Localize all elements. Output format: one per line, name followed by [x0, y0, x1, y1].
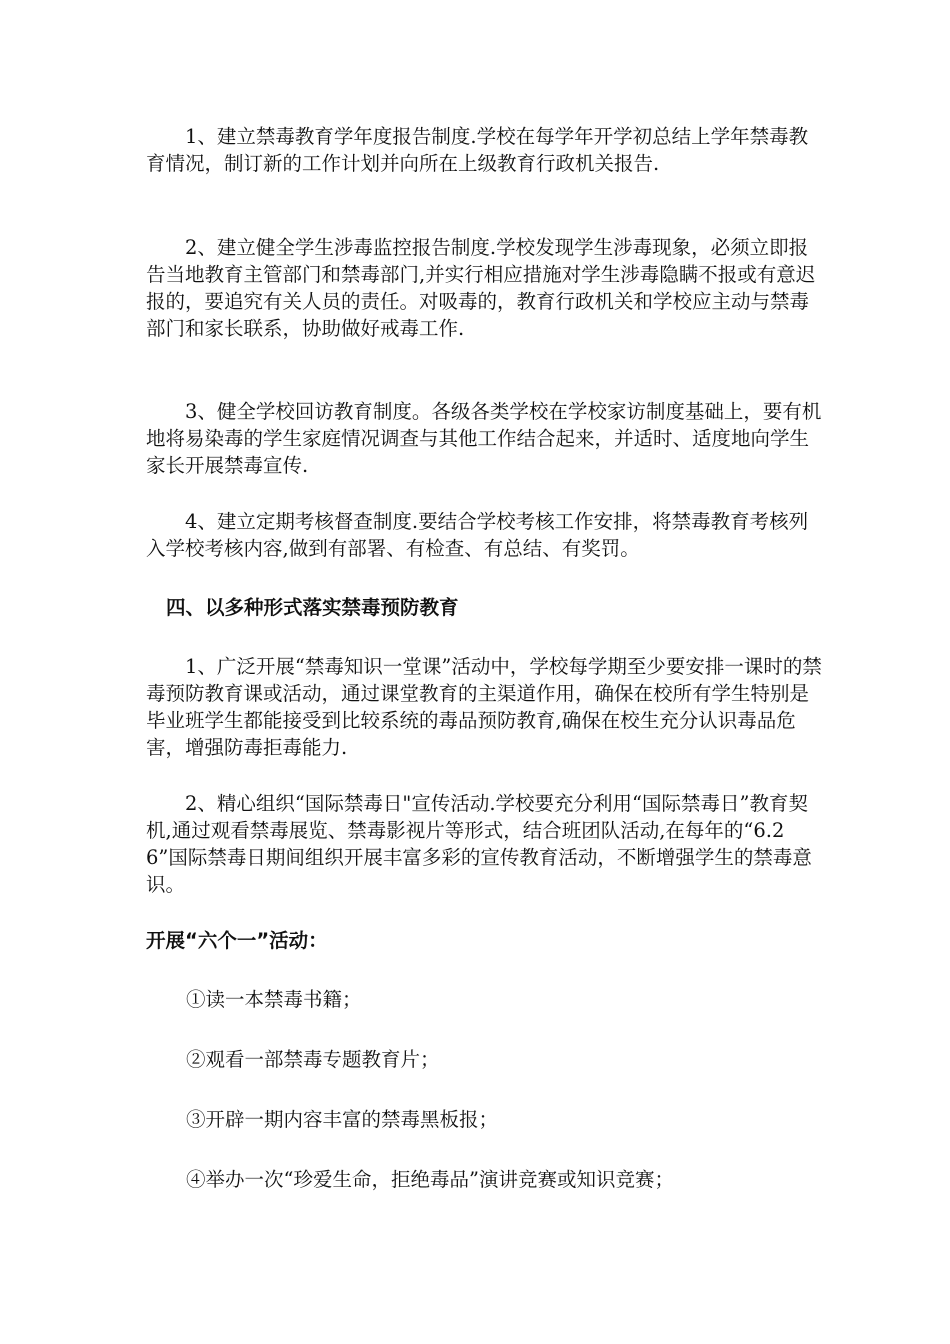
paragraph-drug-knowledge-class: 1、广泛开展“禁毒知识一堂课”活动中，学校每学期至少要安排一课时的禁毒预防教育课或活动，通过课堂教育的主渠道作用，确保在校所有学生特别是毕业班学生都能接受到比较系统的毒品预防教育,确保在校生充分认识毒品危害，增强防毒拒毒能力.: [146, 655, 822, 759]
activity-item: ①读一本禁毒书籍；: [186, 988, 362, 1011]
paragraph-revisit-education: 3、健全学校回访教育制度。各级各类学校在学校家访制度基础上，要有机地将易染毒的学生家庭情况调查与其他工作结合起来，并适时、适度地向学生家长开展禁毒宣传.: [146, 400, 822, 477]
activity-item: ③开辟一期内容丰富的禁毒黑板报；: [186, 1108, 499, 1131]
section-heading: 四、以多种形式落实禁毒预防教育: [166, 596, 459, 619]
activity-item: ④举办一次“珍爱生命，拒绝毒品”演讲竞赛或知识竞赛；: [186, 1168, 674, 1191]
paragraph-periodic-assessment: 4、建立定期考核督查制度.要结合学校考核工作安排，将禁毒教育考核列入学校考核内容,做到有部署、有检查、有总结、有奖罚。: [146, 510, 809, 560]
activity-item: ②观看一部禁毒专题教育片；: [186, 1048, 440, 1071]
paragraph-international-day: 2、精心组织“国际禁毒日"宣传活动.学校要充分利用“国际禁毒日”教育契机,通过观看禁毒展览、禁毒影视片等形式，结合班团队活动,在每年的“6.26”国际禁毒日期间组织开展丰富多彩的宣传教育活动，不断增强学生的禁毒意识。: [146, 792, 812, 896]
paragraph-annual-report: 1、建立禁毒教育学年度报告制度.学校在每学年开学初总结上学年禁毒教育情况，制订新的工作计划并向所在上级教育行政机关报告.: [146, 125, 809, 175]
activity-heading: 开展“六个一”活动：: [146, 929, 328, 952]
paragraph-monitoring-report: 2、建立健全学生涉毒监控报告制度.学校发现学生涉毒现象，必须立即报告当地教育主管部门和禁毒部门,并实行相应措施对学生涉毒隐瞒不报或有意迟报的，要追究有关人员的责任。对吸毒的，教育行政机关和学校应主动与禁毒部门和家长联系，协助做好戒毒工作.: [146, 236, 816, 340]
